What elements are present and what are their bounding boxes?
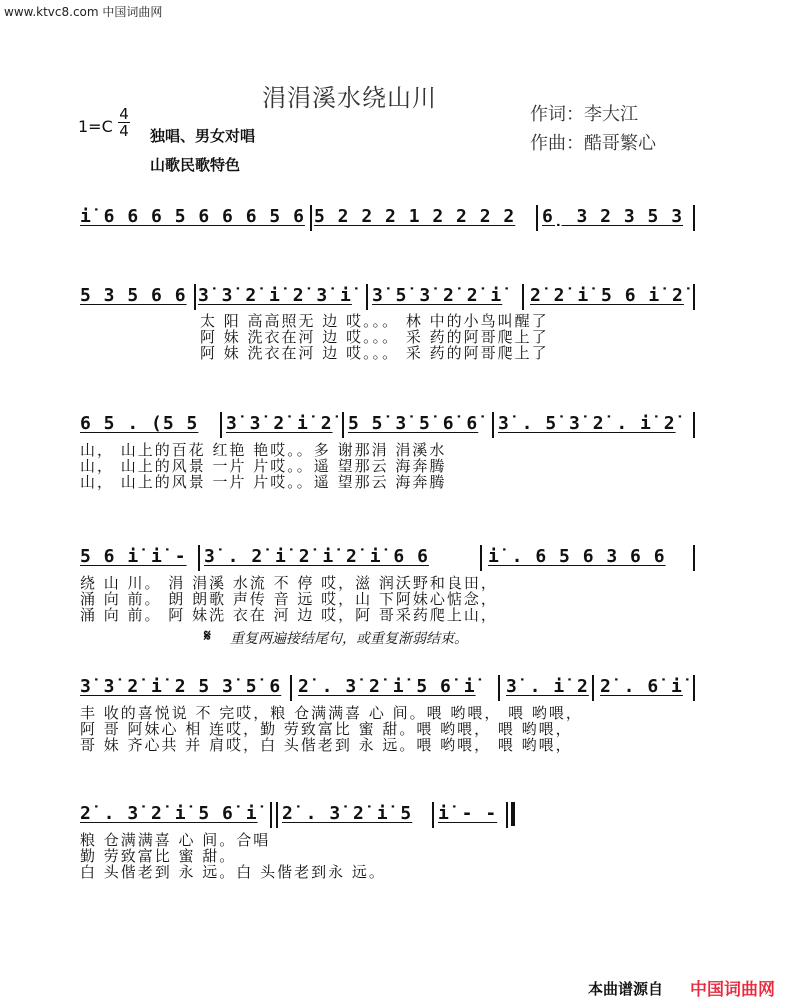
lyric-verse-3: 白 头偕老到 永 远。白 头偕老到永 远。 xyxy=(80,863,386,881)
lyric-verse-1: 绕 山 川。 涓 涓溪 水流 不 停 哎，滋 润沃野和良田， xyxy=(80,574,498,592)
barline xyxy=(432,802,434,828)
lyric-verse-3: 涌 向 前。 阿 妹洗 衣在 河 边 哎，阿 哥采药爬上山， xyxy=(80,606,498,624)
lyric-verse-2: 阿 哥 阿妹心 相 连哎，勤 劳致富比 蜜 甜。喂 哟喂， 喂 哟喂， xyxy=(80,720,573,738)
notation-line xyxy=(80,800,695,828)
barline xyxy=(194,284,196,310)
measure: i̇ - - xyxy=(438,803,498,824)
measure: 5 3 5 6 6 xyxy=(80,285,187,306)
footer-source-label: 本曲谱源自 xyxy=(588,980,664,998)
repeat-barline xyxy=(276,802,278,828)
repeat-barline xyxy=(270,802,272,828)
composer-credit: 作曲：酷哥繁心 xyxy=(530,133,656,154)
barline xyxy=(693,412,695,438)
lyric-verse-1: 太 阳 高高照无 边 哎。。。 林 中的小鸟叫醒了 xyxy=(200,312,549,330)
lyric-verse-1: 山， 山上的百花 红艳 艳哎。。多 谢那涓 涓溪水 xyxy=(80,441,447,459)
lyric-verse-1: 粮 仓满满喜 心 间。合唱 xyxy=(80,831,271,849)
barline xyxy=(492,412,494,438)
barline xyxy=(498,675,500,701)
notation-line xyxy=(80,410,695,438)
measure: 5 2 2 2 1 2 2 2 2 xyxy=(314,206,516,227)
notation-line xyxy=(80,673,695,701)
measure: 2̇ 2̇ i̇ 5 6 i̇ 2̇ xyxy=(530,285,684,306)
measure: 3̇ 5̇ 3̇ 2̇ 2̇ i̇ xyxy=(372,285,503,306)
barline xyxy=(693,284,695,310)
measure: 2̇ . 6̇ i̇ xyxy=(600,676,683,697)
barline xyxy=(198,545,200,571)
notation-line xyxy=(80,203,695,231)
barline xyxy=(693,675,695,701)
genre-style: 山歌民歌特色 xyxy=(150,156,241,174)
barline xyxy=(693,205,695,231)
final-barline-thick xyxy=(511,802,515,826)
lyric-verse-2: 勤 劳致富比 蜜 甜。 xyxy=(80,847,237,865)
measure: 6 5 . (5 5 xyxy=(80,413,199,434)
barline xyxy=(342,412,344,438)
time-top: 4 xyxy=(119,105,129,123)
barline xyxy=(693,545,695,571)
measure: 2̇ . 3̇ 2̇ i̇ 5 xyxy=(282,803,413,824)
notation-line xyxy=(80,282,695,310)
measure: 3̇ 3̇ 2̇ i̇ 2̇ xyxy=(226,413,333,434)
barline xyxy=(220,412,222,438)
barline xyxy=(592,675,594,701)
segno-symbol: 𝄋 xyxy=(204,626,211,645)
measure: i̇ . 6 5 6 3 6 6 xyxy=(488,546,666,567)
repeat-instruction: 重复两遍接结尾句，或重复渐弱结束。 xyxy=(230,631,468,647)
barline xyxy=(366,284,368,310)
performance-style: 独唱、男女对唱 xyxy=(150,127,256,145)
measure: 3̇ . i̇ 2̇ xyxy=(506,676,589,697)
lyricist-credit: 作词：李大江 xyxy=(530,104,638,125)
lyric-verse-1: 丰 收的喜悦说 不 完哎，粮 仓满满喜 心 间。喂 哟喂， 喂 哟喂， xyxy=(80,704,583,722)
time-signature xyxy=(118,106,130,139)
measure: 2̇ . 3̇ 2̇ i̇ 5 6̇ i̇ xyxy=(298,676,476,697)
barline xyxy=(522,284,524,310)
lyric-verse-2: 山， 山上的风景 一片 片哎。。遥 望那云 海奔腾 xyxy=(80,457,447,475)
measure: 3̇ 3̇ 2̇ i̇ 2̇ 3̇ i̇ xyxy=(198,285,352,306)
lyric-verse-2: 阿 妹 洗衣在河 边 哎。。。 采 药的阿哥爬上了 xyxy=(200,328,549,346)
lyric-verse-3: 阿 妹 洗衣在河 边 哎。。。 采 药的阿哥爬上了 xyxy=(200,344,549,362)
footer-site-link[interactable]: 中国词曲网 xyxy=(690,980,775,1000)
measure: 3̇ . 2̇ i̇ 2̇ i̇ 2̇ i̇ 6 6 xyxy=(204,546,429,567)
measure: 5 5̇ 3̇ 5̇ 6̇ 6̇ xyxy=(348,413,479,434)
song-title: 涓涓溪水绕山川 xyxy=(262,84,437,112)
measure: 3̇ 3̇ 2̇ i̇ 2 5 3̇ 5̇ 6̇ xyxy=(80,676,282,697)
barline xyxy=(536,205,538,231)
measure: i̇ 6 6 6 5 6 6 6 5 6 xyxy=(80,206,305,227)
final-barline-thin xyxy=(506,802,508,828)
barline xyxy=(290,675,292,701)
measure: 3̇ . 5̇ 3̇ 2̇ . i̇ 2̇ xyxy=(498,413,676,434)
lyric-verse-2: 涌 向 前。 朗 朗歌 声传 音 远 哎，山 下阿妹心惦念， xyxy=(80,590,498,608)
notation-line xyxy=(80,543,695,571)
watermark: www.ktvc8.com 中国词曲网 xyxy=(4,5,163,19)
measure: 2̇ . 3̇ 2̇ i̇ 5 6̇ i̇ xyxy=(80,803,258,824)
barline xyxy=(310,205,312,231)
measure: 6̣ 3 2 3 5 3 xyxy=(542,206,684,227)
lyric-verse-3: 哥 妹 齐心共 并 肩哎，白 头偕老到 永 远。喂 哟喂， 喂 哟喂， xyxy=(80,736,573,754)
lyric-verse-3: 山， 山上的风景 一片 片哎。。遥 望那云 海奔腾 xyxy=(80,473,447,491)
key-signature: 1=C xyxy=(78,117,113,136)
measure: 5 6 i̇ i̇ - xyxy=(80,546,187,567)
barline xyxy=(480,545,482,571)
time-bottom: 4 xyxy=(119,122,129,140)
